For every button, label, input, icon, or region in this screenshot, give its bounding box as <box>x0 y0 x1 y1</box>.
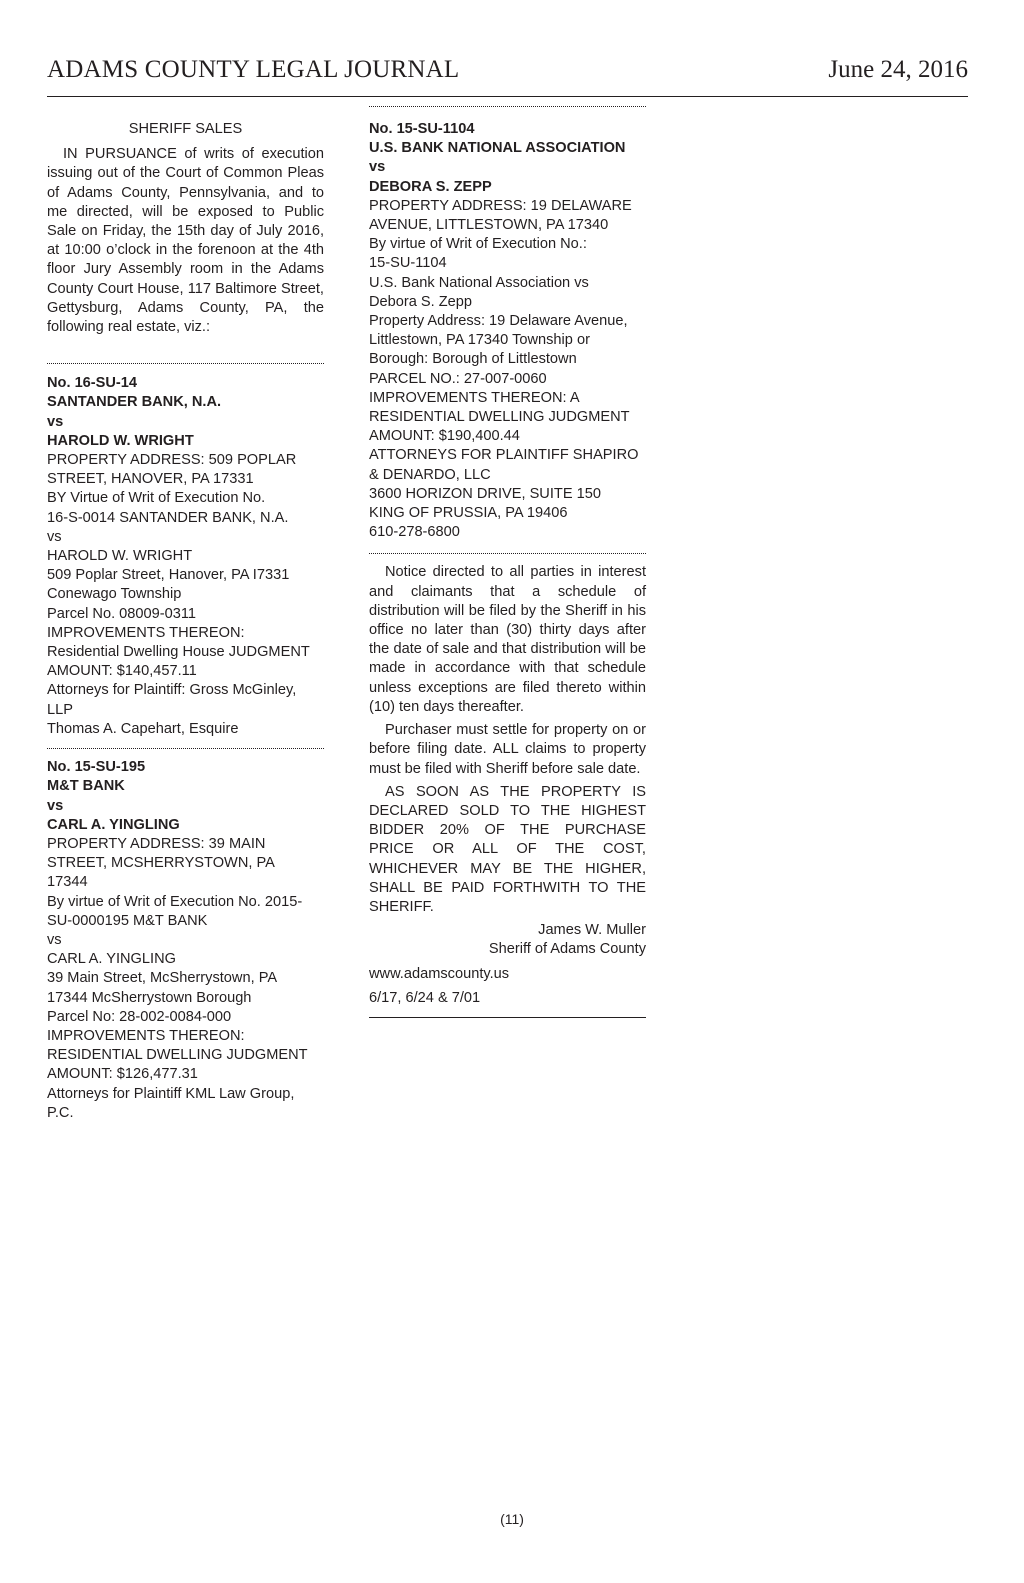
case-line: STREET, MCSHERRYSTOWN, PA <box>47 855 275 872</box>
signature-name: James W. Muller <box>538 922 646 939</box>
case-number: No. 15-SU-1104 <box>369 121 475 137</box>
case-defendant: HAROLD W. WRIGHT <box>47 432 194 449</box>
case-line: STREET, HANOVER, PA 17331 <box>47 471 254 488</box>
case-line: PARCEL NO.: 27-007-0060 <box>369 370 547 387</box>
case-line: 39 Main Street, McSherrystown, PA <box>47 970 278 987</box>
page-header <box>47 52 968 97</box>
case-line: By virtue of Writ of Execution No. 2015- <box>47 893 303 910</box>
case-line: 16-S-0014 SANTANDER BANK, N.A. <box>47 509 289 526</box>
case-line: Attorneys for Plaintiff KML Law Group, <box>47 1085 295 1102</box>
case-line: vs <box>47 528 62 545</box>
case-line: IMPROVEMENTS THEREON: A <box>369 389 580 406</box>
case-line: Conewago Township <box>47 586 182 603</box>
notice-block <box>369 563 646 1017</box>
case-line: Thomas A. Capehart, Esquire <box>47 720 239 737</box>
case-vs: vs <box>47 413 64 430</box>
case-line: & DENARDO, LLC <box>369 466 491 483</box>
case-line: LLP <box>47 701 73 718</box>
case-number: No. 16-SU-14 <box>47 375 138 392</box>
case-line: P.C. <box>47 1104 74 1121</box>
case-vs: vs <box>369 159 386 176</box>
case-line: Property Address: 19 Delaware Avenue, <box>369 313 628 330</box>
case-line: 15-SU-1104 <box>369 255 447 272</box>
case-line: ATTORNEYS FOR PLAINTIFF SHAPIRO <box>369 447 639 464</box>
case-line: AMOUNT: $126,477.31 <box>47 1066 198 1083</box>
end-rule <box>369 1017 646 1018</box>
case-plaintiff: SANTANDER BANK, N.A. <box>47 394 222 411</box>
case-line: U.S. Bank National Association vs <box>369 274 589 291</box>
case-defendant: CARL A. YINGLING <box>47 816 180 833</box>
case-line: HAROLD W. WRIGHT <box>47 548 193 565</box>
case-line: Parcel No. 08009-0311 <box>47 605 197 622</box>
case-line: CARL A. YINGLING <box>47 951 176 968</box>
case-line: 17344 <box>47 874 88 891</box>
case-line: RESIDENTIAL DWELLING JUDGMENT <box>369 409 630 426</box>
case-vs: vs <box>47 797 64 814</box>
case-line: vs <box>47 931 62 948</box>
case-entry <box>47 374 324 739</box>
case-line: SU-0000195 M&T BANK <box>47 912 208 929</box>
case-line: 509 Poplar Street, Hanover, PA I7331 <box>47 567 290 584</box>
signature-title: Sheriff of Adams County <box>488 941 646 958</box>
case-number: No. 15-SU-195 <box>47 759 146 776</box>
page-number: (11) <box>500 1511 524 1527</box>
case-entry <box>47 758 324 1123</box>
case-line: BY Virtue of Writ of Execution No. <box>47 490 266 507</box>
case-line: IMPROVEMENTS THEREON: <box>47 624 245 641</box>
section-title: SHERIFF SALES <box>128 121 243 137</box>
case-line: AVENUE, LITTLESTOWN, PA 17340 <box>369 217 609 234</box>
case-line: Attorneys for Plaintiff: Gross McGinley, <box>47 682 297 699</box>
left-column <box>47 106 324 1123</box>
case-line: By virtue of Writ of Execution No.: <box>369 236 587 253</box>
right-column <box>369 106 646 1018</box>
case-line: 17344 McSherrystown Borough <box>47 989 252 1006</box>
intro-paragraph: IN PURSUANCE of writs of execution issuing out of the Court of Common Pleas of Adams County, Pennsylvania, and to me directed, will be exposed to Public Sale on Friday, the 15th day of July 2016, at 10:00 o’clock in the forenoon at the 4th floor Jury Assembly room in the Adams County Court House, 117 Baltimore Street, Gettysburg, Adams County, PA, the following real estate, viz.: <box>47 146 324 336</box>
case-line: IMPROVEMENTS THEREON: <box>47 1027 245 1044</box>
notice-paragraph: Notice directed to all parties in interest and claimants that a schedule of distribution will be filed by the Sheriff in his office no later than (30) thirty days after the date of sale and that distribution will be made in accordance with that schedule unless exceptions are filed thereto within (10) ten days thereafter. <box>369 564 646 715</box>
case-entry <box>369 120 646 542</box>
case-line: KING OF PRUSSIA, PA 19406 <box>369 505 568 522</box>
journal-title: ADAMS COUNTY LEGAL JOURNAL <box>47 56 460 83</box>
case-line: Littlestown, PA 17340 Township or <box>369 332 590 349</box>
website-link[interactable]: www.adamscounty.us <box>369 965 510 982</box>
case-line: RESIDENTIAL DWELLING JUDGMENT <box>47 1047 308 1064</box>
case-line: PROPERTY ADDRESS: 509 POPLAR <box>47 452 297 469</box>
notice-paragraph: AS SOON AS THE PROPERTY IS DECLARED SOLD TO THE HIGHEST BIDDER 20% OF THE PURCHASE PRICE OR ALL OF THE COST, WHICHEVER MAY BE THE HIGHER, SHALL BE PAID FORTHWITH TO THE SHERIFF. <box>369 783 646 915</box>
case-line: 610-278-6800 <box>369 524 460 541</box>
issue-date: June 24, 2016 <box>828 56 968 83</box>
case-line: PROPERTY ADDRESS: 19 DELAWARE <box>369 197 632 214</box>
case-plaintiff: U.S. BANK NATIONAL ASSOCIATION <box>369 140 626 157</box>
publication-dates: 6/17, 6/24 & 7/01 <box>369 989 481 1006</box>
case-line: AMOUNT: $190,400.44 <box>369 428 520 445</box>
case-line: Parcel No: 28-002-0084-000 <box>47 1008 232 1025</box>
notice-paragraph: Purchaser must settle for property on or before filing date. ALL claims to property must be filed with Sheriff before sale date. <box>369 722 646 777</box>
case-line: Residential Dwelling House JUDGMENT <box>47 644 310 661</box>
case-line: Borough: Borough of Littlestown <box>369 351 577 368</box>
case-plaintiff: M&T BANK <box>47 778 125 795</box>
case-line: PROPERTY ADDRESS: 39 MAIN <box>47 835 266 852</box>
case-defendant: DEBORA S. ZEPP <box>369 178 492 195</box>
case-line: 3600 HORIZON DRIVE, SUITE 150 <box>369 485 601 502</box>
case-line: Debora S. Zepp <box>369 293 473 310</box>
case-line: AMOUNT: $140,457.11 <box>47 663 197 680</box>
